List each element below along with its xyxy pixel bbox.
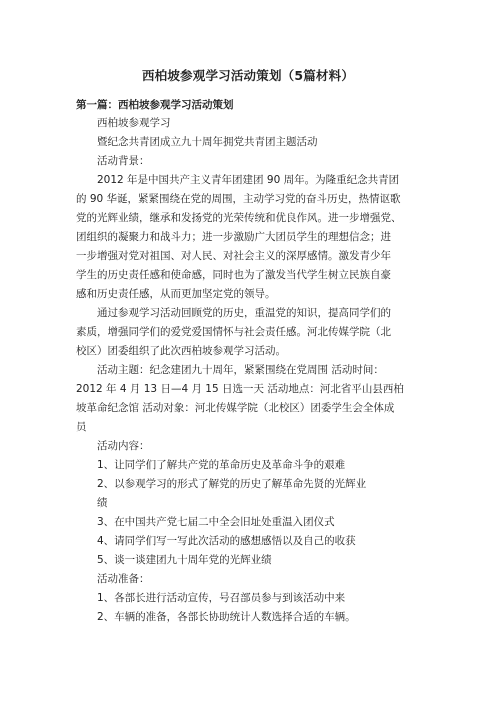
text-line: 感和历史责任感，从而更加坚定党的领导。 (76, 288, 276, 300)
text-line: 员 (76, 421, 87, 433)
text-line: 校区）团委组织了此次西柏坡参观学习活动。 (76, 345, 286, 357)
text-line: 活动主题：纪念建团九十周年，紧紧围绕在党周围 活动时间： (97, 364, 384, 376)
list-item: 3、在中国共产党七届二中全会旧址处重温入团仪式 (97, 516, 335, 528)
list-item: 1、让同学们了解共产党的革命历史及革命斗争的艰难 (97, 459, 346, 471)
section-heading: 第一篇：西柏坡参观学习活动策划 (76, 99, 234, 111)
text-line: 活动背景： (97, 155, 150, 167)
list-item: 2、以参观学习的形式了解党的历史了解革命先贤的光辉业 (97, 478, 367, 490)
text-line: 素质，增强同学们的爱党爱国情怀与社会责任感。河北传媒学院（北 (76, 326, 391, 338)
text-line: 的 90 华诞，紧紧围绕在党的周围，主动学习党的奋斗历史，热情讴歌 (76, 193, 401, 205)
text-line: 2012 年是中国共产主义青年团建团 90 周年。为隆重纪念共青团 (97, 174, 400, 186)
text-line: 团组织的凝聚力和战斗力；进一步激励广大团员学生的理想信念；进 (76, 231, 391, 243)
document-title: 西柏坡参观学习活动策划（5篇材料） (141, 68, 355, 83)
list-item: 4、请同学们写一写此次活动的感想感悟以及自己的收获 (97, 535, 356, 547)
text-line: 学生的历史责任感和使命感，同时也为了激发当代学生树立民族自豪 (76, 269, 391, 281)
text-line: 活动内容： (97, 440, 150, 452)
text-line: 一步增强对党对祖国、对人民、对社会主义的深厚感情。激发青少年 (76, 250, 391, 262)
list-item: 2、车辆的准备，各部长协助统计人数选择合适的车辆。 (97, 611, 356, 623)
list-item: 5、谈一谈建团九十周年党的光辉业绩 (97, 554, 272, 566)
text-line: 西柏坡参观学习 (97, 117, 171, 129)
text-line: 活动准备： (97, 573, 150, 585)
text-line: 暨纪念共青团成立九十周年拥党共青团主题活动 (97, 136, 318, 148)
text-line: 通过参观学习活动回顾党的历史，重温党的知识，提高同学们的 (97, 307, 391, 319)
list-item: 绩 (97, 497, 108, 509)
list-item: 1、各部长进行活动宣传，号召部员参与到该活动中来 (97, 592, 346, 604)
text-line: 坡革命纪念馆 活动对象：河北传媒学院（北校区）团委学生会全体成 (76, 402, 395, 414)
text-line: 2012 年 4 月 13 日—4 月 15 日选一天 活动地点：河北省平山县西柏 (76, 383, 404, 395)
text-line: 党的光辉业绩，继承和发扬党的光荣传统和优良作风。进一步增强党、 (76, 212, 402, 224)
